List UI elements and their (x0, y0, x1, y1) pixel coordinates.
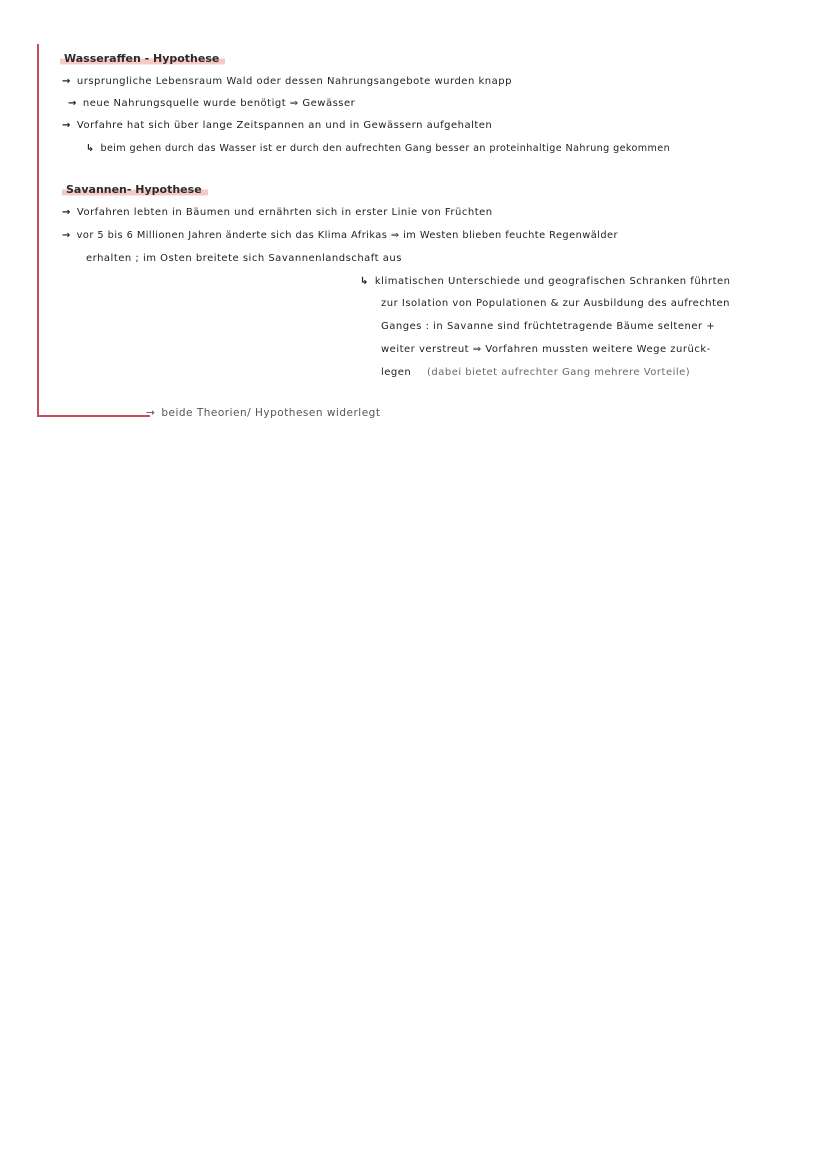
wasser-line-4: ↳ beim gehen durch das Wasser ist er durch den aufrechten Gang besser an proteinhaltige Nahrung gekommen (86, 143, 671, 154)
arrow-icon: → (68, 98, 77, 109)
bracket-horizontal-line (37, 415, 150, 417)
savanne-line-1: → Vorfahren lebten in Bäumen und ernährten sich in erster Linie von Früchten (62, 207, 493, 218)
savanne-line-4: ↳ klimatischen Unterschiede und geografischen Schranken führten (360, 276, 731, 287)
wasser-line-2: → neue Nahrungsquelle wurde benötigt ⇒ Gewässer (68, 98, 356, 109)
savanne-line-3: erhalten ; im Osten breitete sich Savannenlandschaft aus (86, 253, 402, 264)
sub-arrow-icon: ↳ (360, 276, 369, 287)
arrow-icon: → (62, 120, 71, 131)
bracket-vertical-line (37, 44, 39, 417)
conclusion-line: → beide Theorien/ Hypothesen widerlegt (146, 407, 381, 419)
arrow-icon: → (62, 207, 71, 218)
savanne-line-7: weiter verstreut ⇒ Vorfahren mussten weitere Wege zurück- (381, 344, 711, 355)
arrow-icon: → (146, 407, 156, 419)
savanne-line-5: zur Isolation von Populationen & zur Ausbildung des aufrechten (381, 298, 731, 309)
savanne-line-8: legen (dabei bietet aufrechter Gang mehrere Vorteile) (381, 367, 691, 378)
heading-savannen: Savannen- Hypothese (62, 183, 208, 197)
heading-wasseraffen: Wasseraffen - Hypothese (60, 52, 225, 66)
savanne-line-2: → vor 5 bis 6 Millionen Jahren änderte sich das Klima Afrikas ⇒ im Westen blieben feuchte Regenwälder (62, 230, 618, 241)
wasser-line-3: → Vorfahre hat sich über lange Zeitspannen an und in Gewässern aufgehalten (62, 120, 493, 131)
arrow-icon: → (62, 76, 71, 87)
wasser-line-1: → ursprungliche Lebensraum Wald oder dessen Nahrungsangebote wurden knapp (62, 76, 512, 87)
sub-arrow-icon: ↳ (86, 143, 95, 154)
savanne-line-6: Ganges : in Savanne sind früchtetragende Bäume seltener + (381, 321, 716, 332)
savanne-aside: (dabei bietet aufrechter Gang mehrere Vorteile) (426, 367, 691, 378)
arrow-icon: → (62, 230, 71, 241)
